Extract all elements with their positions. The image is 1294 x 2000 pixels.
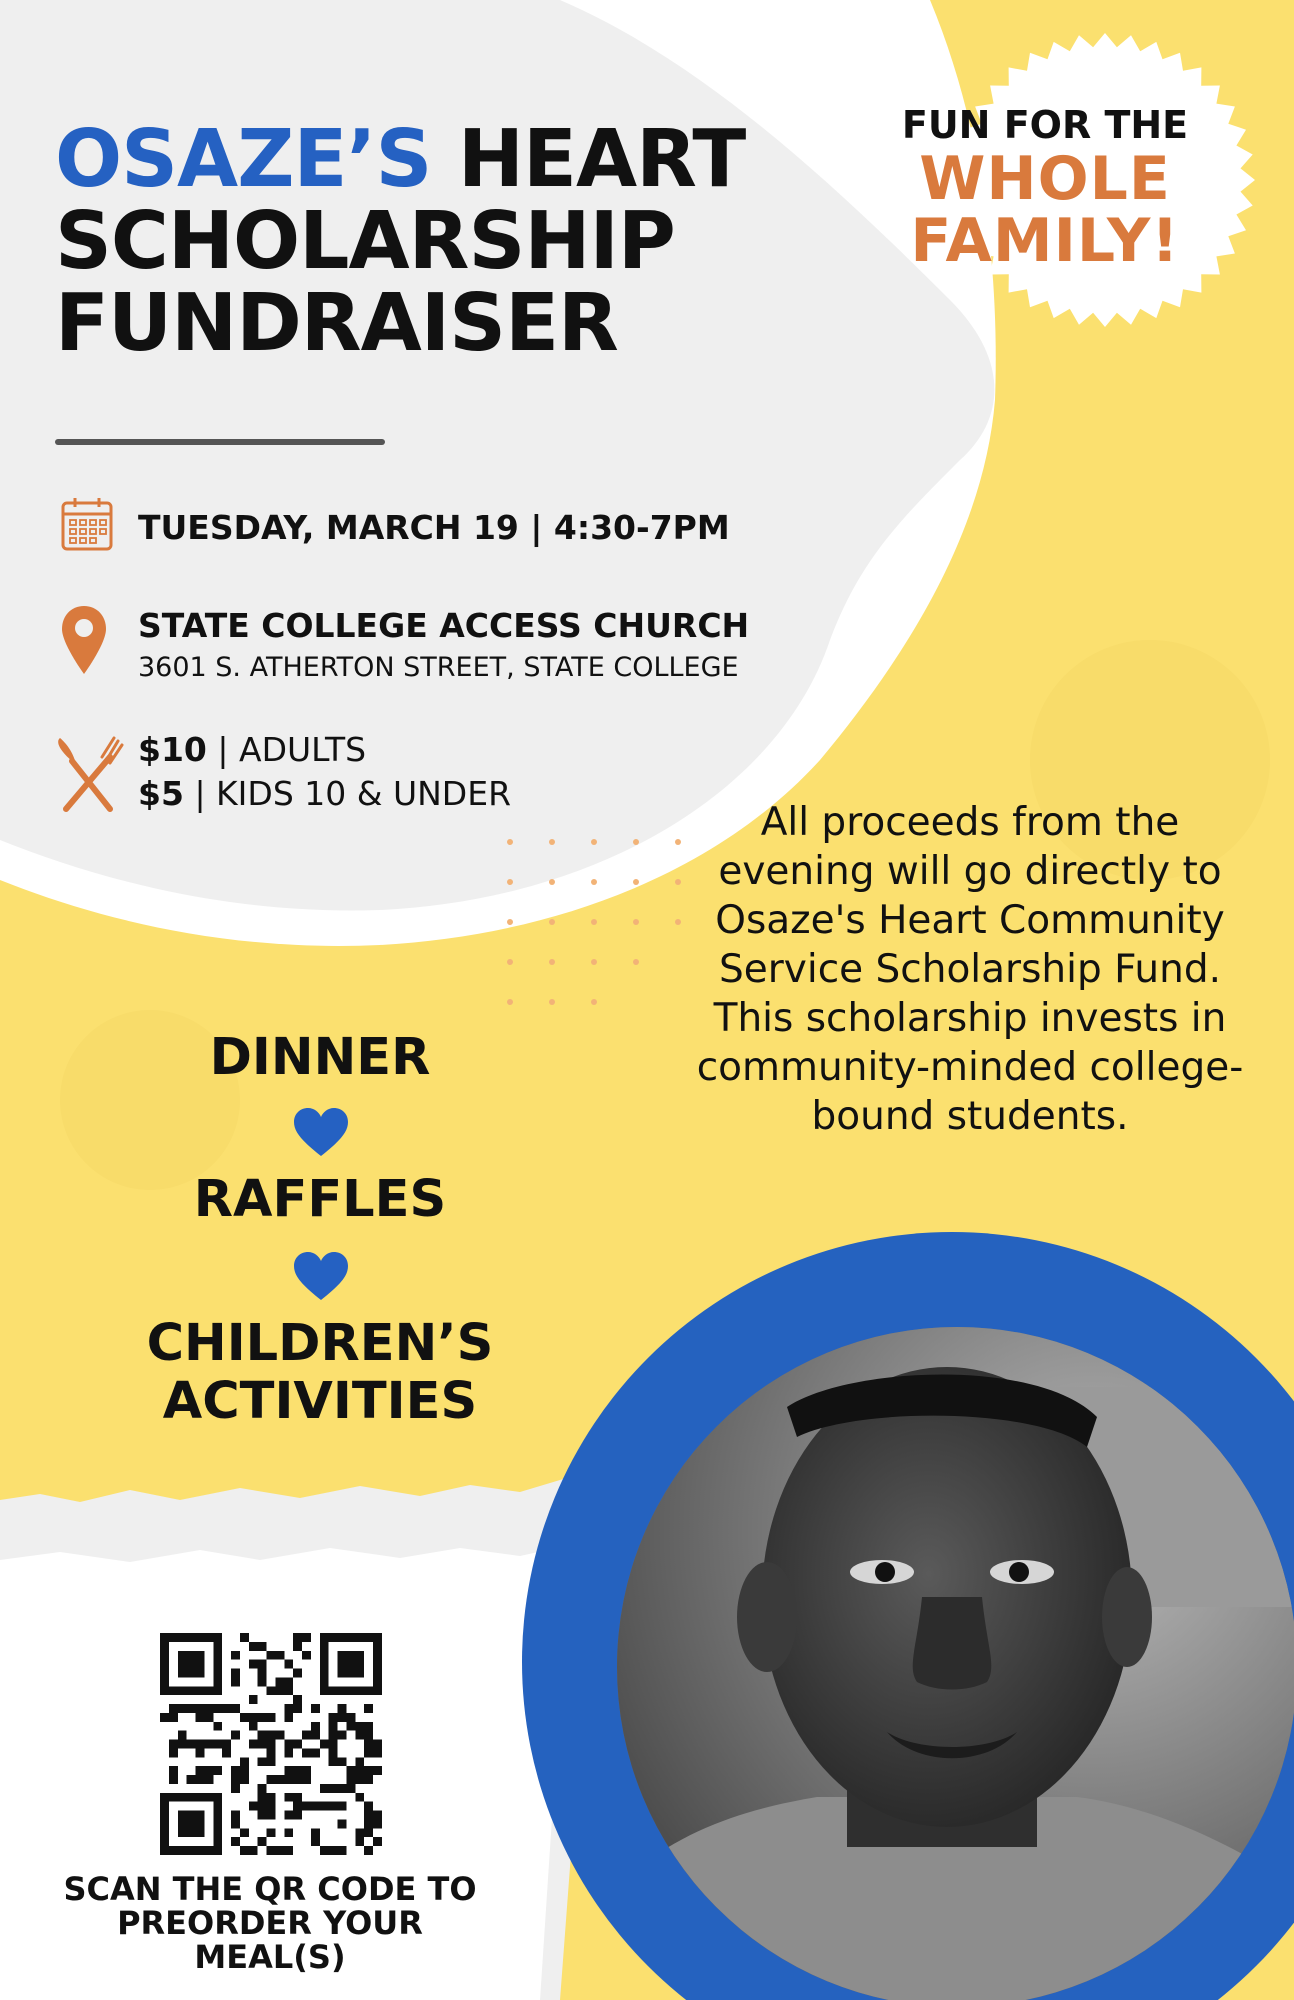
title-line3: FUNDRAISER: [55, 277, 618, 369]
qr-caption: SCAN THE QR CODE TO PREORDER YOUR MEAL(S): [63, 1870, 477, 1976]
portrait-photo: [617, 1327, 1294, 2000]
activity-raffles: RAFFLES: [193, 1170, 447, 1229]
portrait-illustration: [617, 1327, 1294, 2000]
fork-knife-icon: [52, 735, 124, 813]
venue-address: 3601 S. ATHERTON STREET, STATE COLLEGE: [138, 652, 739, 683]
title-name-highlight: OSAZE’S: [55, 113, 432, 205]
event-date-time: TUESDAY, MARCH 19 | 4:30-7PM: [138, 508, 730, 547]
badge-text: [860, 102, 1230, 276]
price-adults-label: | ADULTS: [217, 730, 367, 769]
dot-grid-decoration: [506, 838, 686, 1008]
proceeds-description: All proceeds from the evening will go directly to Osaze's Heart Community Service Scholarship Fund. This scholarship invests in community-minded college-bound students.: [696, 800, 1244, 1139]
page-title: [55, 113, 746, 369]
badge-line2-word: WHOLE: [919, 144, 1171, 214]
title-line1-rest: HEART: [457, 113, 746, 205]
title-divider: [55, 439, 385, 445]
price-adults-amount: $10: [138, 730, 207, 769]
badge-line1: FUN FOR THE: [901, 103, 1189, 147]
qr-code[interactable]: [160, 1633, 382, 1855]
activity-childrens: [110, 1315, 530, 1431]
price-kids-amount: $5: [138, 774, 184, 813]
price-kids-label: | KIDS 10 & UNDER: [194, 774, 511, 813]
activity-childrens-line2: ACTIVITIES: [162, 1372, 478, 1431]
activity-childrens-line1: CHILDREN’S: [146, 1314, 494, 1373]
title-line2: SCHOLARSHIP: [55, 195, 675, 287]
calendar-icon: [60, 495, 114, 553]
price-adults: [138, 730, 366, 769]
activity-dinner: DINNER: [209, 1028, 431, 1087]
badge-line3-word: FAMILY!: [910, 206, 1180, 276]
price-kids: [138, 774, 511, 813]
venue-name: STATE COLLEGE ACCESS CHURCH: [138, 606, 750, 645]
badge-line2: [860, 144, 1230, 276]
heart-icon: [292, 1250, 350, 1302]
heart-icon: [292, 1106, 350, 1158]
location-pin-icon: [60, 604, 108, 676]
